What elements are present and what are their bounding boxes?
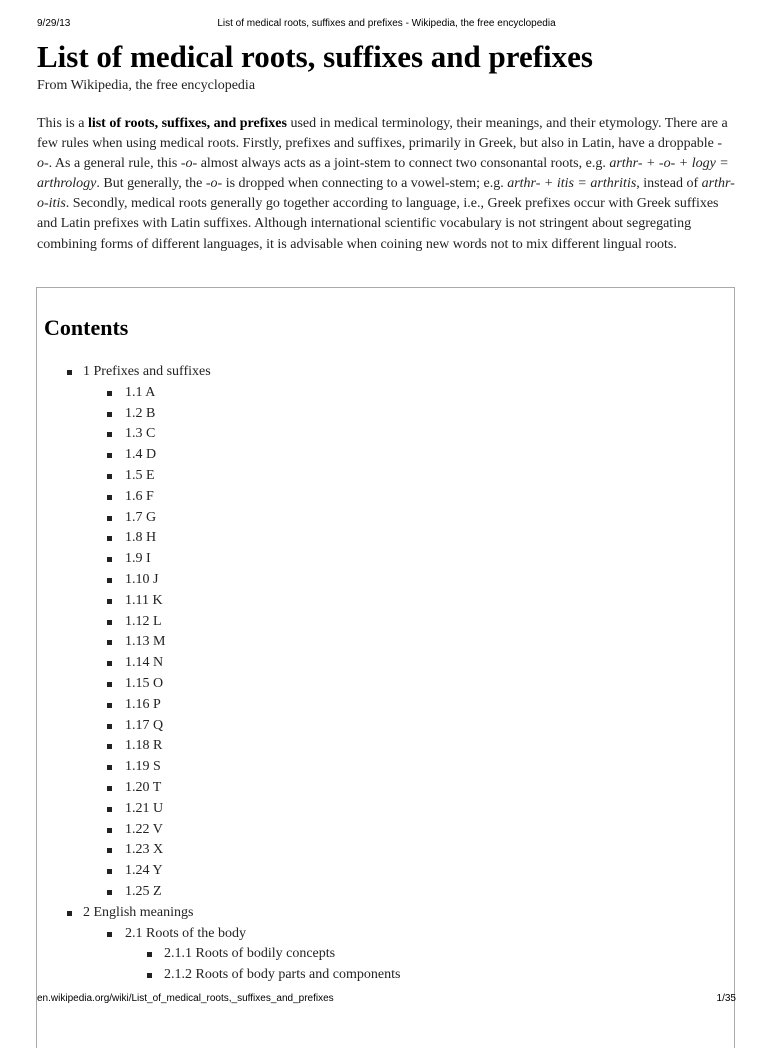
toc-item[interactable]: 1 Prefixes and suffixes [37, 362, 400, 383]
toc-item[interactable]: 1.16 P [37, 695, 400, 716]
intro-bold-term: list of roots, suffixes, and prefixes [87, 116, 287, 131]
intro-text: is dropped when connecting to a vowel-stem; e.g. [222, 176, 508, 192]
toc-item[interactable]: 1.13 M [37, 632, 400, 653]
toc-item[interactable]: 1.1 A [37, 383, 400, 404]
toc-item[interactable]: 1.6 F [37, 487, 400, 508]
intro-text: used in medical terminology, their meanings, and their etymology. There are a few rules when using medical roots. Firstly, prefixes and suffixes, primarily in Greek, but also in Latin, have a droppable [37, 116, 728, 152]
toc-item[interactable]: 1.17 Q [37, 716, 400, 737]
toc-item[interactable]: 1.18 R [37, 736, 400, 757]
toc-item[interactable]: 1.14 N [37, 653, 400, 674]
toc-item[interactable]: 1.20 T [37, 778, 400, 799]
intro-text: almost always acts as a joint-stem to connect two consonantal roots, e.g. [197, 156, 610, 172]
toc-item[interactable]: 1.19 S [37, 757, 400, 778]
toc-item[interactable]: 2.1 Roots of the body [37, 924, 400, 945]
toc-item[interactable]: 1.3 C [37, 424, 400, 445]
toc-item[interactable]: 1.22 V [37, 820, 400, 841]
toc-item[interactable]: 1.24 Y [37, 861, 400, 882]
toc-item[interactable]: 1.15 O [37, 674, 400, 695]
toc-item[interactable]: 1.2 B [37, 404, 400, 425]
toc-item[interactable]: 1.4 D [37, 445, 400, 466]
print-page-title: List of medical roots, suffixes and prefixes - Wikipedia, the free encyclopedia [217, 18, 556, 29]
toc-item[interactable]: 1.9 I [37, 549, 400, 570]
intro-text: . Secondly, medical roots generally go together according to language, i.e., Greek prefixes occur with Greek suffixes and Latin prefixes with Latin suffixes. Although international scientific vocabulary is not stringent about segregating combining forms of different languages, it is advisable when coining new words not to mix different lingual roots. [37, 196, 719, 252]
intro-text: This is a [37, 116, 88, 131]
toc-item[interactable]: 1.8 H [37, 528, 400, 549]
print-page-number: 1/35 [716, 993, 736, 1004]
toc-item[interactable]: 2.1.2 Roots of body parts and components [37, 965, 400, 986]
intro-example: arthr- + -o- + logy = arthrology [37, 156, 729, 192]
toc-item[interactable]: 1.11 K [37, 591, 400, 612]
intro-paragraph [37, 114, 737, 255]
intro-example: arthr- + itis = arthritis [507, 176, 637, 192]
toc-item[interactable]: 1.12 L [37, 612, 400, 633]
toc-item[interactable]: 2 English meanings [37, 903, 400, 924]
toc-item[interactable]: 1.21 U [37, 799, 400, 820]
toc-item[interactable]: 1.10 J [37, 570, 400, 591]
toc-item[interactable]: 2.1.1 Roots of bodily concepts [37, 944, 400, 965]
toc-item[interactable]: 1.5 E [37, 466, 400, 487]
toc-item[interactable]: 1.7 G [37, 508, 400, 529]
print-header [37, 18, 736, 32]
print-url: en.wikipedia.org/wiki/List_of_medical_roots,_suffixes_and_prefixes [37, 993, 334, 1004]
print-footer [37, 993, 736, 1007]
table-of-contents [36, 287, 735, 1048]
intro-example: arthr-o-itis [37, 176, 735, 212]
intro-text: , instead of [636, 176, 702, 192]
print-date: 9/29/13 [37, 18, 71, 29]
toc-title: Contents [44, 315, 129, 340]
intro-italic: -o- [205, 176, 223, 192]
toc-item[interactable]: 1.25 Z [37, 882, 400, 903]
toc-list [37, 362, 400, 986]
intro-italic: -o- [180, 156, 198, 172]
page-title: List of medical roots, suffixes and prefixes [37, 39, 593, 74]
intro-text: . As a general rule, this [48, 156, 181, 172]
intro-text: . But generally, the [96, 176, 206, 192]
toc-item[interactable]: 1.23 X [37, 840, 400, 861]
intro-italic: -o- [37, 136, 723, 172]
page-subtitle: From Wikipedia, the free encyclopedia [37, 78, 256, 93]
